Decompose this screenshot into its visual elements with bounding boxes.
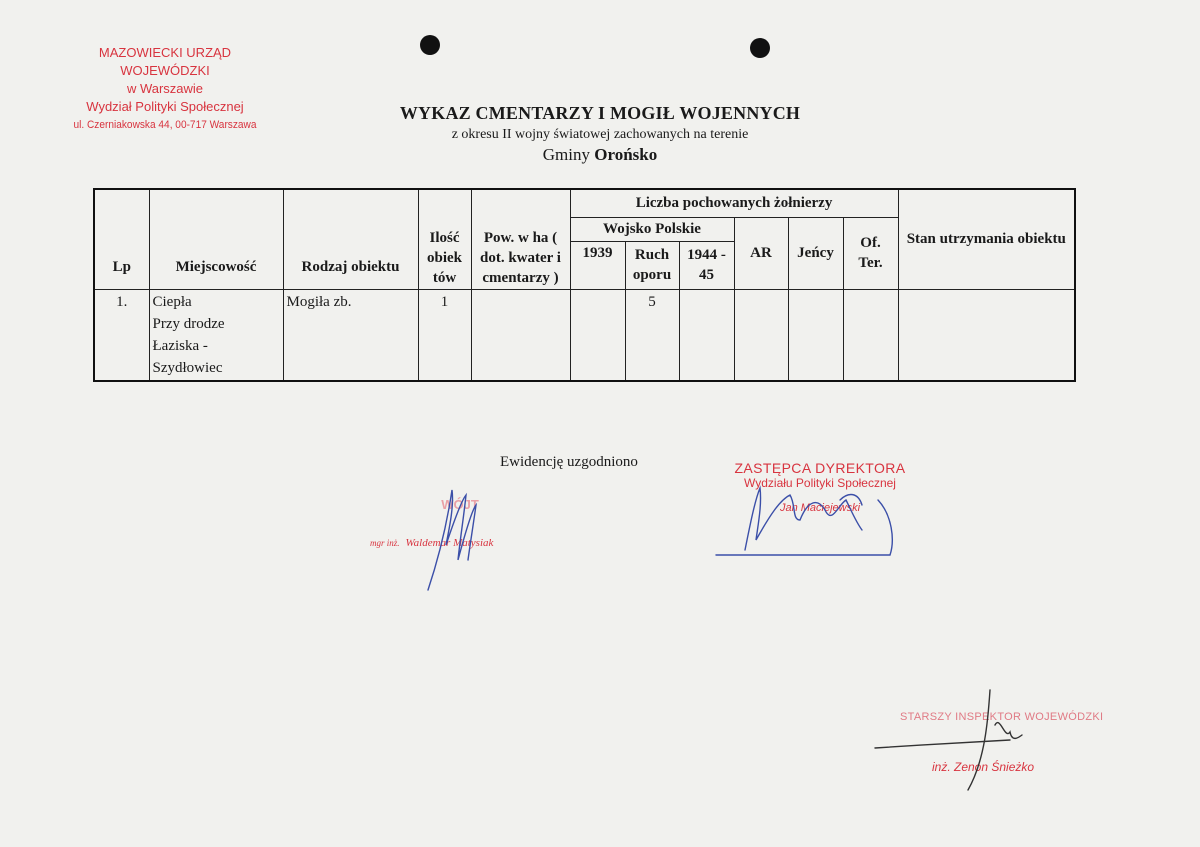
office-stamp-address: ul. Czerniakowska 44, 00-717 Warszawa bbox=[73, 119, 257, 131]
office-stamp-line2: w Warszawie bbox=[126, 81, 204, 96]
gmina-label: Gminy bbox=[542, 145, 590, 164]
wojt-stamp: WÓJT bbox=[441, 497, 479, 512]
document-title: WYKAZ CMENTARZY I MOGIŁ WOJENNYCH bbox=[399, 103, 801, 123]
header-miejscowosc: Miejscowość bbox=[149, 189, 283, 289]
deputy-dept: Wydziału Polityki Społecznej bbox=[744, 476, 896, 490]
matysiak-stamp bbox=[370, 537, 493, 549]
header-liczba-pochowanych: Liczba pochowanych żołnierzy bbox=[570, 189, 898, 217]
header-rodzaj: Rodzaj obiektu bbox=[283, 189, 418, 289]
header-1944-45: 1944 - 45 bbox=[679, 241, 734, 289]
ewidencja-text: Ewidencję uzgodniono bbox=[500, 454, 638, 470]
deputy-name: Jan Maciejewski bbox=[779, 502, 861, 514]
header-wojsko-polskie: Wojsko Polskie bbox=[570, 217, 734, 241]
inspector-stamp: STARSZY INSPEKTOR WOJEWÓDZKI bbox=[900, 711, 1104, 723]
deputy-stamp bbox=[720, 460, 920, 514]
table-row bbox=[94, 289, 1075, 381]
cell-stan bbox=[898, 289, 1075, 381]
header-lp: Lp bbox=[94, 189, 149, 289]
punch-hole-left bbox=[420, 35, 440, 55]
inspector-name: inż. Zenon Śnieżko bbox=[932, 760, 1035, 774]
office-stamp-line3: Wydział Polityki Społecznej bbox=[86, 99, 244, 114]
cell-miejscowosc: Ciepła Przy drodze Łaziska - Szydłowiec bbox=[149, 289, 283, 381]
deputy-role: ZASTĘPCA DYREKTORA bbox=[734, 460, 906, 476]
signature-sniezko bbox=[875, 690, 1022, 790]
matysiak-name: Waldemar Matysiak bbox=[405, 537, 494, 549]
punch-hole-right bbox=[750, 38, 770, 58]
header-stan: Stan utrzymania obiektu bbox=[898, 189, 1075, 289]
cell-lp: 1. bbox=[94, 289, 149, 381]
cell-of-ter bbox=[843, 289, 898, 381]
header-ruch-oporu: Ruch oporu bbox=[625, 241, 679, 289]
cell-ar bbox=[734, 289, 788, 381]
header-ilosc: Ilość obiek tów bbox=[418, 189, 471, 289]
cemetery-table bbox=[93, 188, 1076, 382]
cell-jency bbox=[788, 289, 843, 381]
cell-rodzaj: Mogiła zb. bbox=[283, 289, 418, 381]
document-subtitle: z okresu II wojny światowej zachowanych na terenie bbox=[451, 127, 749, 142]
cell-ilosc: 1 bbox=[418, 289, 471, 381]
cell-ruch-oporu: 5 bbox=[625, 289, 679, 381]
gmina-line bbox=[0, 145, 1200, 165]
cell-powierzchnia bbox=[471, 289, 570, 381]
cell-1944-45 bbox=[679, 289, 734, 381]
cell-1939 bbox=[570, 289, 625, 381]
header-jency: Jeńcy bbox=[788, 217, 843, 289]
header-1939: 1939 bbox=[570, 241, 625, 289]
matysiak-prefix: mgr inż. bbox=[370, 538, 400, 548]
header-powierzchnia: Pow. w ha ( dot. kwater i cmentarzy ) bbox=[471, 189, 570, 289]
gmina-name: Orońsko bbox=[594, 145, 658, 164]
header-of-ter: Of. Ter. bbox=[843, 217, 898, 289]
office-stamp-line1: MAZOWIECKI URZĄD WOJEWÓDZKI bbox=[98, 45, 232, 78]
header-ar: AR bbox=[734, 217, 788, 289]
